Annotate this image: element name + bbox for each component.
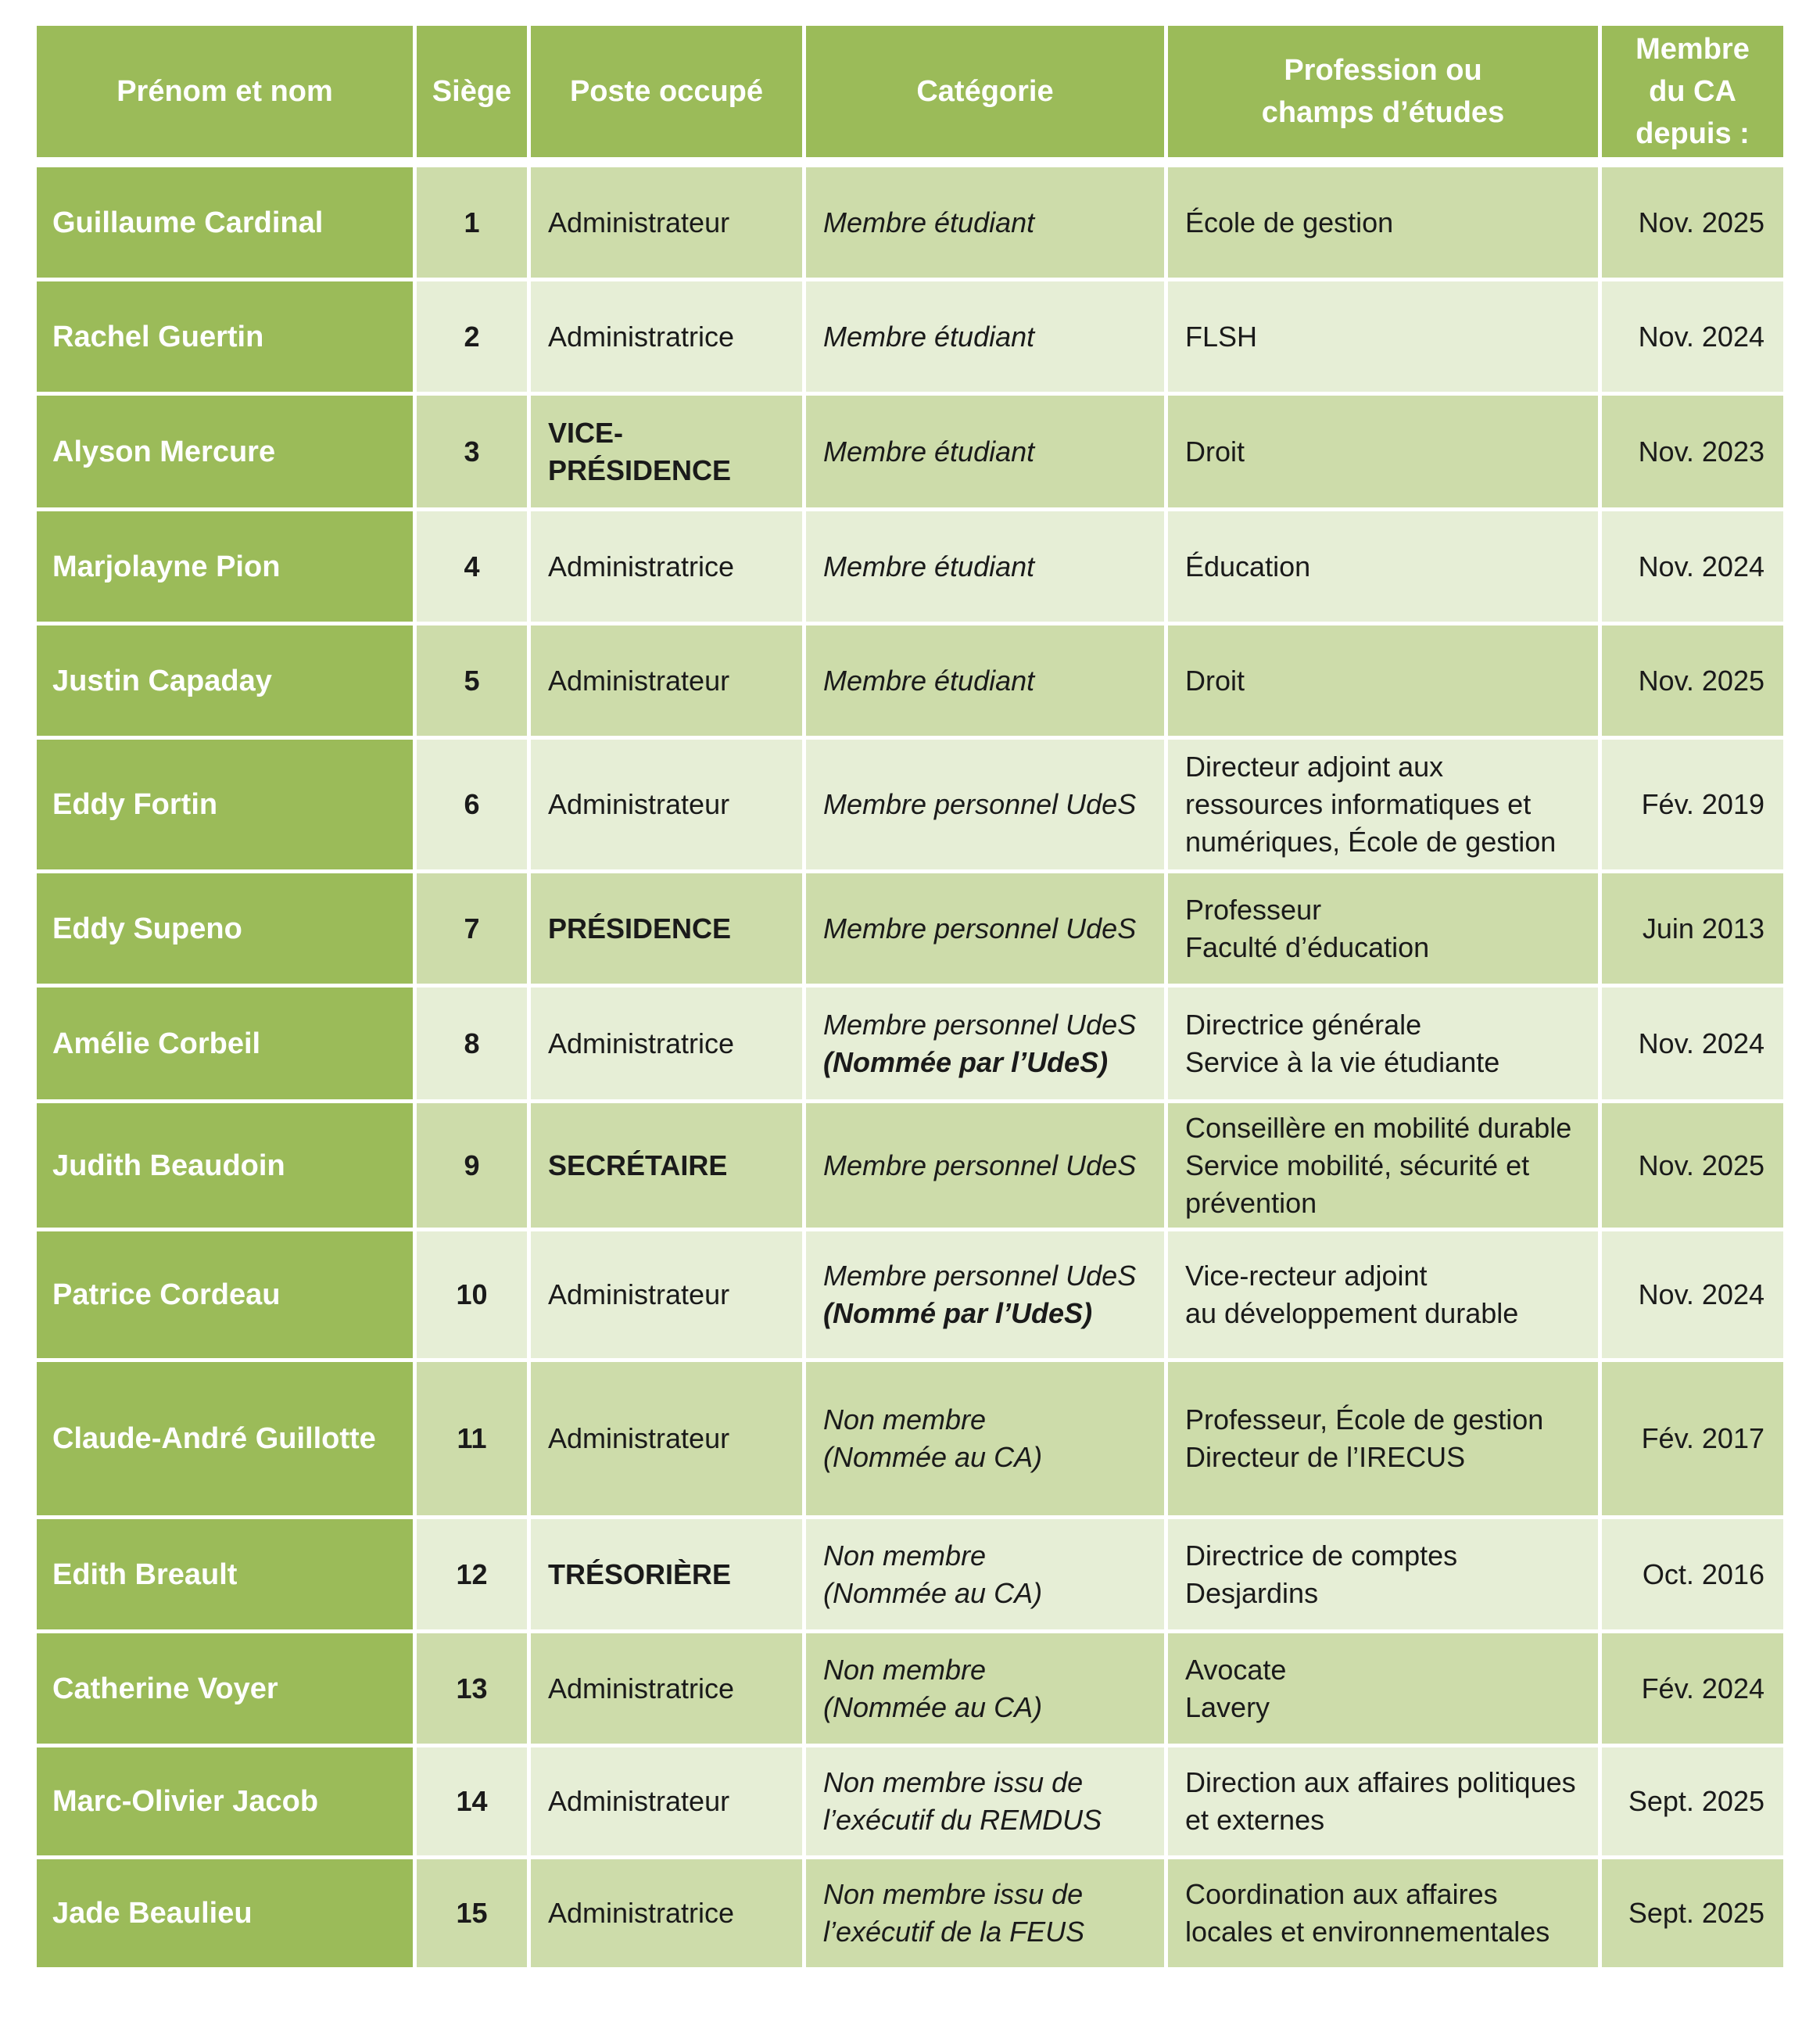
- seat-number: 10: [417, 1231, 531, 1362]
- post-held: Administratrice: [531, 1633, 806, 1747]
- profession-line: Directeur adjoint aux: [1185, 751, 1444, 783]
- header-seat: Siège: [417, 26, 531, 167]
- category-line: Membre personnel UdeS: [823, 1149, 1137, 1181]
- category-line: Membre personnel UdeS: [823, 788, 1137, 820]
- category: [806, 1519, 1168, 1633]
- header-member-since: [1602, 26, 1783, 167]
- profession-line: au développement durable: [1185, 1297, 1519, 1329]
- member-since: Oct. 2016: [1602, 1519, 1783, 1633]
- profession-line: Droit: [1185, 435, 1245, 468]
- seat-number: 8: [417, 988, 531, 1103]
- profession-line: Avocate: [1185, 1653, 1287, 1686]
- member-since: Nov. 2024: [1602, 1231, 1783, 1362]
- profession-line: FLSH: [1185, 320, 1258, 353]
- category-line: Non membre: [823, 1539, 987, 1572]
- post-held: Administrateur: [531, 1362, 806, 1519]
- category: [806, 873, 1168, 988]
- header-name: Prénom et nom: [37, 26, 417, 167]
- header-since-line: depuis :: [1635, 117, 1750, 150]
- header-profession-line: champs d’études: [1261, 96, 1505, 129]
- profession: [1168, 511, 1602, 625]
- post-held: Administrateur: [531, 1747, 806, 1859]
- category: [806, 511, 1168, 625]
- category-line: Non membre: [823, 1653, 987, 1686]
- category: [806, 1633, 1168, 1747]
- seat-number: 6: [417, 740, 531, 873]
- member-since: Fév. 2017: [1602, 1362, 1783, 1519]
- table-row: [37, 740, 1783, 873]
- table-row: [37, 1519, 1783, 1633]
- member-name: Eddy Supeno: [37, 873, 417, 988]
- table-row: [37, 1362, 1783, 1519]
- member-since: Nov. 2023: [1602, 396, 1783, 511]
- seat-number: 7: [417, 873, 531, 988]
- profession: [1168, 1519, 1602, 1633]
- post-held: Administratrice: [531, 511, 806, 625]
- category: [806, 396, 1168, 511]
- table-body: [37, 167, 1783, 1971]
- table-row: [37, 167, 1783, 281]
- seat-number: 4: [417, 511, 531, 625]
- category-line: Membre étudiant: [823, 664, 1035, 697]
- table-row: [37, 988, 1783, 1103]
- member-name: Patrice Cordeau: [37, 1231, 417, 1362]
- category: [806, 1231, 1168, 1362]
- post-held: Administratrice: [531, 988, 806, 1103]
- profession: [1168, 1362, 1602, 1519]
- category-line: l’exécutif du REMDUS: [823, 1804, 1102, 1836]
- post-held: TRÉSORIÈRE: [531, 1519, 806, 1633]
- category-line: l’exécutif de la FEUS: [823, 1916, 1085, 1948]
- profession-line: Éducation: [1185, 550, 1311, 582]
- table-row: [37, 281, 1783, 396]
- member-name: Marjolayne Pion: [37, 511, 417, 625]
- profession: [1168, 1859, 1602, 1971]
- table-row: [37, 1859, 1783, 1971]
- category-line: (Nommée au CA): [823, 1576, 1043, 1609]
- member-since: Nov. 2025: [1602, 167, 1783, 281]
- seat-number: 14: [417, 1747, 531, 1859]
- profession-line: prévention: [1185, 1186, 1317, 1219]
- board-members-table: [37, 26, 1783, 1971]
- profession-line: Lavery: [1185, 1690, 1270, 1723]
- member-since: Sept. 2025: [1602, 1859, 1783, 1971]
- category: [806, 1747, 1168, 1859]
- profession: [1168, 1747, 1602, 1859]
- seat-number: 3: [417, 396, 531, 511]
- member-name: Eddy Fortin: [37, 740, 417, 873]
- member-name: Judith Beaudoin: [37, 1103, 417, 1231]
- profession-line: Professeur: [1185, 893, 1322, 926]
- profession: [1168, 1231, 1602, 1362]
- post-held: Administrateur: [531, 1231, 806, 1362]
- member-since: Fév. 2024: [1602, 1633, 1783, 1747]
- header-since-line: Membre: [1635, 33, 1750, 66]
- profession: [1168, 281, 1602, 396]
- profession: [1168, 1633, 1602, 1747]
- category: [806, 167, 1168, 281]
- category: [806, 1103, 1168, 1231]
- seat-number: 13: [417, 1633, 531, 1747]
- header-post: Poste occupé: [531, 26, 806, 167]
- post-held: SECRÉTAIRE: [531, 1103, 806, 1231]
- profession-line: Coordination aux affaires: [1185, 1878, 1498, 1910]
- post-held: Administratrice: [531, 1859, 806, 1971]
- member-since: Nov. 2024: [1602, 988, 1783, 1103]
- profession: [1168, 873, 1602, 988]
- post-held: Administrateur: [531, 167, 806, 281]
- seat-number: 5: [417, 625, 531, 740]
- category-line: Membre personnel UdeS: [823, 912, 1137, 945]
- profession-line: Directrice de comptes: [1185, 1539, 1458, 1572]
- table-row: [37, 1103, 1783, 1231]
- profession-line: locales et environnementales: [1185, 1916, 1550, 1948]
- profession: [1168, 167, 1602, 281]
- header-row: [37, 26, 1783, 167]
- category-nomination-note: (Nommée par l’UdeS): [823, 1045, 1109, 1078]
- member-name: Alyson Mercure: [37, 396, 417, 511]
- category: [806, 1859, 1168, 1971]
- member-name: Catherine Voyer: [37, 1633, 417, 1747]
- seat-number: 1: [417, 167, 531, 281]
- category-line: (Nommée au CA): [823, 1441, 1043, 1473]
- category: [806, 988, 1168, 1103]
- member-since: Fév. 2019: [1602, 740, 1783, 873]
- profession-line: Direction aux affaires politiques: [1185, 1766, 1576, 1798]
- category-line: Membre étudiant: [823, 435, 1035, 468]
- profession-line: numériques, École de gestion: [1185, 826, 1557, 858]
- category-line: Non membre issu de: [823, 1766, 1084, 1798]
- category: [806, 625, 1168, 740]
- member-since: Nov. 2024: [1602, 281, 1783, 396]
- table-row: [37, 1633, 1783, 1747]
- profession-line: Faculté d’éducation: [1185, 930, 1430, 963]
- post-held: Administrateur: [531, 740, 806, 873]
- member-since: Nov. 2025: [1602, 625, 1783, 740]
- seat-number: 9: [417, 1103, 531, 1231]
- profession-line: Directrice générale: [1185, 1008, 1422, 1041]
- profession-line: ressources informatiques et: [1185, 788, 1532, 820]
- table-row: [37, 625, 1783, 740]
- header-profession: [1168, 26, 1602, 167]
- post-held: Administrateur: [531, 625, 806, 740]
- table-row: [37, 1747, 1783, 1859]
- member-name: Marc-Olivier Jacob: [37, 1747, 417, 1859]
- profession-line: École de gestion: [1185, 206, 1394, 238]
- member-name: Claude-André Guillotte: [37, 1362, 417, 1519]
- profession-line: Service mobilité, sécurité et: [1185, 1149, 1530, 1181]
- profession: [1168, 625, 1602, 740]
- profession: [1168, 1103, 1602, 1231]
- profession-line: Conseillère en mobilité durable: [1185, 1111, 1572, 1144]
- member-since: Sept. 2025: [1602, 1747, 1783, 1859]
- category: [806, 281, 1168, 396]
- seat-number: 11: [417, 1362, 531, 1519]
- table-row: [37, 511, 1783, 625]
- seat-number: 15: [417, 1859, 531, 1971]
- post-held: PRÉSIDENCE: [531, 873, 806, 988]
- profession: [1168, 396, 1602, 511]
- member-name: Guillaume Cardinal: [37, 167, 417, 281]
- table-row: [37, 396, 1783, 511]
- table-row: [37, 873, 1783, 988]
- post-held: Administratrice: [531, 281, 806, 396]
- profession-line: Vice-recteur adjoint: [1185, 1260, 1428, 1292]
- category-line: Membre étudiant: [823, 206, 1035, 238]
- member-since: Nov. 2024: [1602, 511, 1783, 625]
- category-nomination-note: (Nommé par l’UdeS): [823, 1297, 1093, 1329]
- category-line: Membre personnel UdeS: [823, 1260, 1137, 1292]
- category-line: Membre étudiant: [823, 320, 1035, 353]
- profession: [1168, 740, 1602, 873]
- profession-line: Desjardins: [1185, 1576, 1319, 1609]
- profession: [1168, 988, 1602, 1103]
- category-line: Non membre: [823, 1403, 987, 1436]
- seat-number: 2: [417, 281, 531, 396]
- category-line: Membre personnel UdeS: [823, 1008, 1137, 1041]
- member-name: Amélie Corbeil: [37, 988, 417, 1103]
- header-since-line: du CA: [1649, 75, 1736, 108]
- category-line: (Nommée au CA): [823, 1690, 1043, 1723]
- profession-line: Service à la vie étudiante: [1185, 1045, 1500, 1078]
- member-name: Rachel Guertin: [37, 281, 417, 396]
- category-line: Membre étudiant: [823, 550, 1035, 582]
- table-row: [37, 1231, 1783, 1362]
- seat-number: 12: [417, 1519, 531, 1633]
- profession-line: Directeur de l’IRECUS: [1185, 1441, 1466, 1473]
- member-name: Edith Breault: [37, 1519, 417, 1633]
- header-category: Catégorie: [806, 26, 1168, 167]
- member-name: Jade Beaulieu: [37, 1859, 417, 1971]
- post-held: VICE-PRÉSIDENCE: [531, 396, 806, 511]
- header-profession-line: Profession ou: [1284, 54, 1482, 87]
- category-line: Non membre issu de: [823, 1878, 1084, 1910]
- category: [806, 1362, 1168, 1519]
- profession-line: Professeur, École de gestion: [1185, 1403, 1544, 1436]
- profession-line: et externes: [1185, 1804, 1325, 1836]
- member-since: Juin 2013: [1602, 873, 1783, 988]
- category: [806, 740, 1168, 873]
- member-name: Justin Capaday: [37, 625, 417, 740]
- profession-line: Droit: [1185, 664, 1245, 697]
- member-since: Nov. 2025: [1602, 1103, 1783, 1231]
